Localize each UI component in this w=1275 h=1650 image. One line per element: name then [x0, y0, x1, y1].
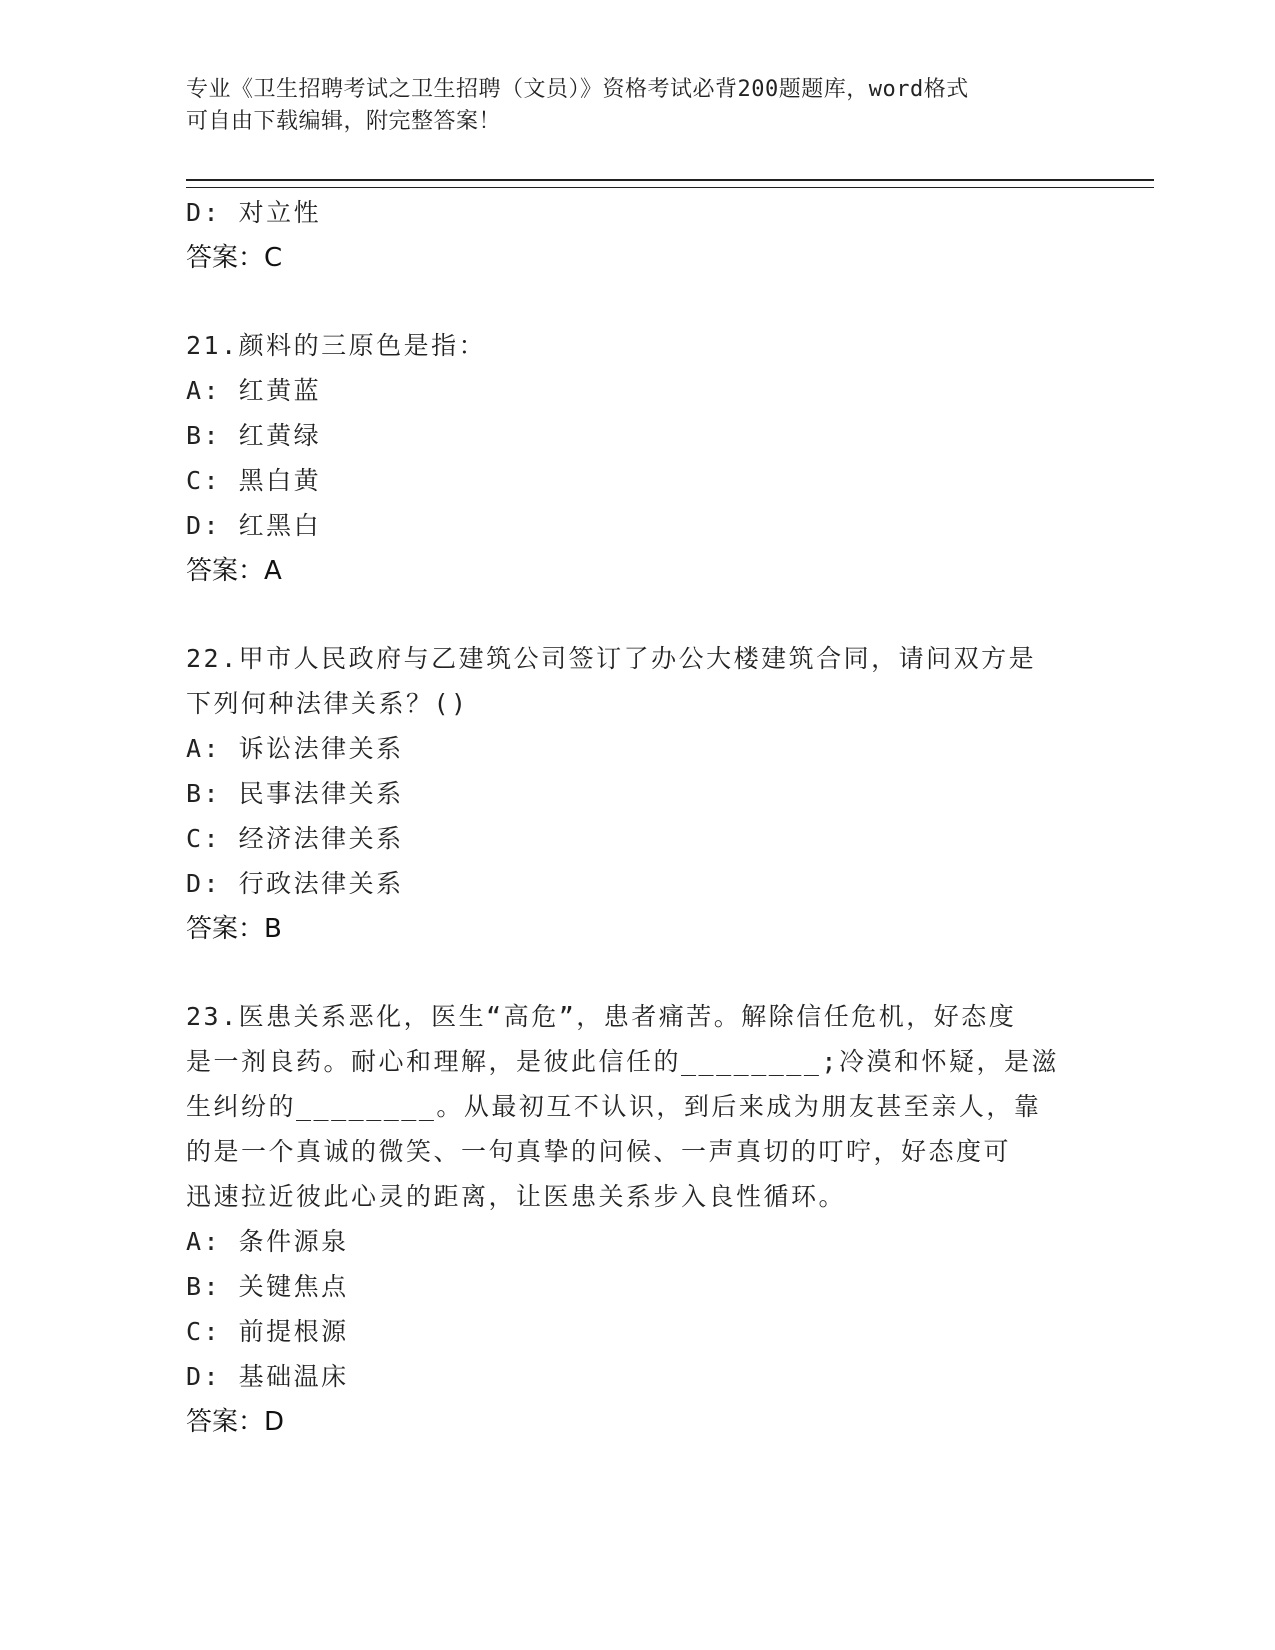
- answer: 答案：A: [186, 556, 282, 586]
- option-b: B: 关键焦点: [186, 1272, 349, 1301]
- answer: 答案：B: [186, 914, 282, 944]
- continued-option-d: D: 对立性: [186, 198, 322, 227]
- option-b: B: 民事法律关系: [186, 779, 404, 808]
- question-23: [186, 994, 1086, 1445]
- header-title-line-2: 可自由下载编辑，附完整答案！: [186, 109, 502, 134]
- question-stem-line: 22.甲市人民政府与乙建筑公司签订了办公大楼建筑合同，请问双方是: [186, 644, 1037, 673]
- option-d: D: 红黑白: [186, 511, 322, 540]
- answer: 答案：D: [186, 1407, 285, 1437]
- option-a: A: 诉讼法律关系: [186, 734, 404, 763]
- question-stem-line: 下列何种法律关系？(): [186, 689, 469, 718]
- question-stem: 21.颜料的三原色是指：: [186, 331, 487, 360]
- option-c: C: 前提根源: [186, 1317, 349, 1346]
- question-stem-line: 迅速拉近彼此心灵的距离，让医患关系步入良性循环。: [186, 1182, 847, 1211]
- document-header: [186, 74, 1076, 138]
- question-stem-line: 是一剂良药。耐心和理解，是彼此信任的________;冷漠和怀疑，是滋: [186, 1047, 1059, 1076]
- option-b: B: 红黄绿: [186, 421, 322, 450]
- header-divider: [186, 179, 1154, 188]
- header-title-line-1: 专业《卫生招聘考试之卫生招聘（文员）》资格考试必背200题题库，word格式: [186, 77, 969, 102]
- spacer: [186, 281, 1086, 323]
- continued-answer: 答案：C: [186, 243, 283, 273]
- spacer: [186, 952, 1086, 994]
- option-c: C: 经济法律关系: [186, 824, 404, 853]
- question-21: [186, 323, 1086, 594]
- option-d: D: 行政法律关系: [186, 869, 404, 898]
- option-a: A: 条件源泉: [186, 1227, 349, 1256]
- question-stem-line: 生纠纷的________。从最初互不认识，到后来成为朋友甚至亲人，靠: [186, 1092, 1042, 1121]
- option-a: A: 红黄蓝: [186, 376, 322, 405]
- question-22: [186, 636, 1086, 952]
- option-c: C: 黑白黄: [186, 466, 322, 495]
- question-stem-line: 23.医患关系恶化，医生“高危”，患者痛苦。解除信任危机，好态度: [186, 1002, 1017, 1031]
- question-stem-line: 的是一个真诚的微笑、一句真挚的问候、一声真切的叮咛，好态度可: [186, 1137, 1012, 1166]
- spacer: [186, 594, 1086, 636]
- question-content: [186, 190, 1086, 1445]
- option-d: D: 基础温床: [186, 1362, 349, 1391]
